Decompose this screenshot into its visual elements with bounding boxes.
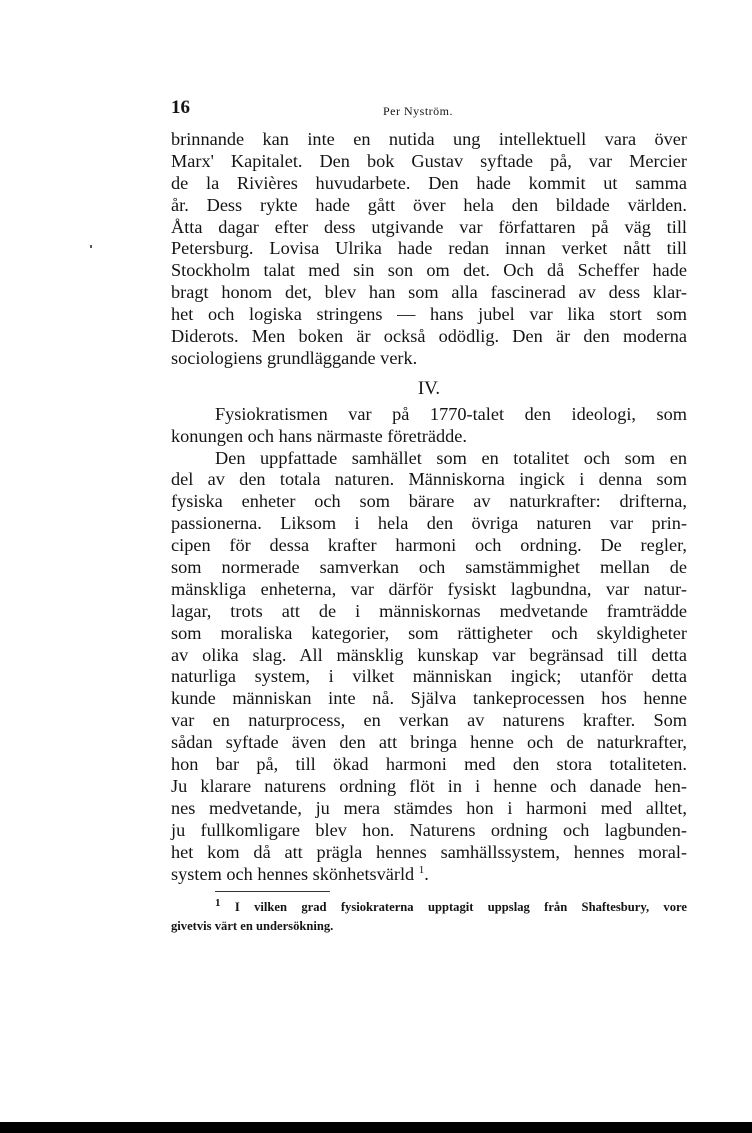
paragraph-3 (171, 448, 687, 886)
text-line: Diderots. Men boken är också odödlig. Den är den moderna (171, 326, 687, 347)
running-head: Per Nyström. (383, 104, 453, 118)
footnote-marker: 1 (215, 897, 221, 910)
text-line: konungen och hans närmaste företrädde. (171, 425, 467, 446)
text-line: Marx' Kapitalet. Den bok Gustav syftade på, var Mercier (171, 150, 687, 171)
text-line: naturliga system, i vilket människan ingick; utanför detta (171, 666, 687, 687)
text-line: fysiska enheter och som bärare av naturkrafter: drifterna, (171, 491, 687, 512)
text-line: Petersburg. Lovisa Ulrika hade redan innan verket nått till (171, 238, 687, 259)
footnote-line (171, 898, 687, 917)
footnote-line: givetvis värt en undersökning. (171, 919, 334, 934)
text-line: hon bar på, till ökad harmoni med den stora totaliteten. (171, 754, 687, 775)
text-line: passionerna. Liksom i hela den övriga naturen var prin- (171, 513, 687, 534)
text-line: Ju klarare naturens ordning flöt in i henne och danade hen- (171, 775, 687, 796)
text-line: brinnande kan inte en nutida ung intellektuell vara över (171, 129, 687, 149)
footnote-divider (215, 891, 330, 892)
text-line: var en naturprocess, en verkan av naturens krafter. Som (171, 710, 687, 731)
text-line: sociologiens grundläggande verk. (171, 347, 418, 368)
text-line: som normerade samverkan och samstämmighet mellan de (171, 557, 687, 578)
text-line: av olika slag. All mänsklig kunskap var begränsad till detta (171, 644, 687, 665)
text-line-final (171, 864, 687, 886)
text-line: de la Rivières huvudarbete. Den hade kommit ut samma (171, 172, 687, 193)
body-text (171, 129, 687, 936)
text-line: nes medvetande, ju mera stämdes hon i harmoni med alltet, (171, 797, 687, 818)
text-line: som moraliska kategorier, som rättigheter och skyldigheter (171, 622, 687, 643)
text-line: Åtta dagar efter dess utgivande var författaren på väg till (171, 216, 687, 237)
paragraph-2 (171, 404, 687, 448)
text-line: del av den totala naturen. Människorna ingick i denna som (171, 469, 687, 490)
text-line-content: system och hennes skönhetsvärld (171, 863, 415, 884)
footnote-reference-period: . (424, 863, 429, 884)
text-line: kunde människan inte nå. Själva tankeprocessen hos henne (171, 688, 687, 709)
text-line: Fysiokratismen var på 1770-talet den ideologi, som (215, 403, 687, 424)
scan-border (0, 1122, 752, 1133)
page-number: 16 (171, 97, 190, 118)
text-line: Den uppfattade samhället som en totalitet och som en (215, 447, 687, 468)
stray-ink-mark (90, 245, 92, 248)
footnote (171, 898, 687, 936)
section-heading: IV. (417, 377, 441, 399)
text-line: år. Dess rykte hade gått över hela den bildade världen. (171, 194, 687, 215)
footnote-text: I vilken grad fysiokraterna upptagit uppslag från Shaftesbury, vore (234, 900, 687, 915)
page-header (171, 97, 687, 121)
text-line: het kom då att prägla hennes samhällssystem, hennes moral- (171, 841, 687, 862)
text-line: ju fullkomligare blev hon. Naturens ordning och lagbunden- (171, 819, 687, 840)
text-line: het och logiska stringens — hans jubel var lika stort som (171, 304, 687, 325)
text-line: sådan syftade även den att bringa henne och de naturkrafter, (171, 732, 687, 753)
footnote-reference: 1 (418, 863, 425, 876)
text-line: cipen för dessa krafter harmoni och ordning. De regler, (171, 535, 687, 556)
paragraph-1 (171, 129, 687, 370)
text-line: mänskliga enheterna, var därför fysiskt lagbundna, var natur- (171, 578, 687, 599)
text-line: Stockholm talat med sin son om det. Och då Scheffer hade (171, 260, 687, 281)
text-line: lagar, trots att de i människornas medvetande framträdde (171, 600, 687, 621)
text-line: bragt honom det, blev han som alla fascinerad av dess klar- (171, 282, 687, 303)
